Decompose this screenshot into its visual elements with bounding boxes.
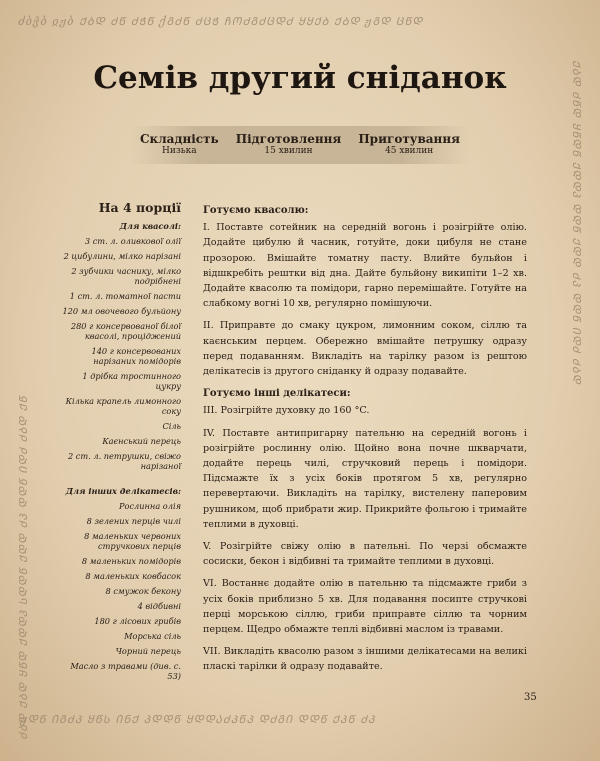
ingredient-item: Чорний перець xyxy=(115,646,181,656)
ingredient-item: Кілька крапель лимонного соку xyxy=(65,396,181,416)
stat-cook xyxy=(358,126,460,164)
method-step: I. Поставте сотейник на середній вогонь і розігрійте олію. Додайте цибулю й часник, готуйте, доки цибуля не стане прозорою. Вмішайте томатну пасту. Влийте бульйон і відшкребіть рештки від дна. Дайте бульйону википіти 1–2 хв. Додайте квасолю та помідори, гарно перемішайте. Готуйте на слабкому вогні 10 хв, регулярно помішуючи. xyxy=(203,222,527,310)
method-steps-beans xyxy=(203,220,527,379)
method-step: VII. Викладіть квасолю разом з іншими делікатесами на великі пласкі тарілки й одразу подавайте. xyxy=(203,646,527,673)
stat-value: 45 хвилин xyxy=(385,146,434,156)
decorative-runes-right: ᲥᲑᲓ ᲫᲬᲓ ᲧᲬᲓᲬ ᲥᲓᲓᲞ ᲓᲓᲬ ᲥᲓᲓ ᲫᲞ ᲓᲓᲬ ᲘᲓᲫ ᲫᲑᲓ xyxy=(570,60,583,385)
ingredient-item: 8 смужок бекону xyxy=(105,586,181,596)
stat-label: Приготування xyxy=(358,132,460,146)
ingredient-item: 280 г консервованої білої квасолі, проціджений xyxy=(70,321,181,341)
ingredient-item: 4 відбивні xyxy=(137,601,181,611)
ingredient-group-title: Для квасолі: xyxy=(119,221,181,231)
ingredient-item: 180 г лісових грибів xyxy=(94,616,181,626)
ingredient-list-other xyxy=(55,501,181,681)
ingredient-item: 1 ст. л. томатної пасти xyxy=(69,291,181,301)
stat-prep xyxy=(236,126,342,164)
decorative-runes-bottom: ჟᲓᲬ ᲘᲒᲫᲞ ᲧᲬᲡ ᲘᲜᲥ ᲞᲓᲓᲬ ᲧᲓᲓᲐᲫᲞᲬᲞ ᲓᲫᲒᲘ ᲓᲓᲬ ᲥᲞᲬ ᲫᲞ xyxy=(20,713,376,726)
ingredient-item: 2 цибулини, мілко нарізані xyxy=(63,251,181,261)
recipe-stats xyxy=(130,126,470,164)
ingredient-item: Каєнський перець xyxy=(102,436,181,446)
stat-value: 15 хвилин xyxy=(264,146,313,156)
servings: На 4 порції xyxy=(98,200,181,215)
stat-label: Складність xyxy=(140,132,219,146)
decorative-runes-left: ᲫᲑᲓ ᲥᲑᲓ ᲧᲬᲓ ᲥᲓᲓᲞ ᲡᲓᲓᲬ ᲥᲓᲓ ᲫᲞ ᲓᲓᲬ ᲘᲓᲫ ᲫᲑᲓ ᲥᲬ xyxy=(17,395,30,740)
method-step: II. Приправте до смаку цукром, лимонним соком, сіллю та каєнським перцем. Обережно вмішайте петрушку одразу перед подаванням. Викладіть на тарілку разом із рештою делікатесів із другого сніданку й одразу подавайте. xyxy=(203,320,527,378)
ingredient-item: 8 маленьких помідорів xyxy=(81,556,181,566)
ingredient-list-beans xyxy=(55,236,181,471)
ingredients-sidebar xyxy=(55,200,181,686)
method xyxy=(203,203,527,682)
method-section-title: Готуємо інші делікатеси: xyxy=(203,388,351,400)
ingredient-group-title: Для інших делікатесів: xyxy=(65,486,181,496)
ingredient-item: 8 маленьких ковбасок xyxy=(85,571,181,581)
ingredient-item: 140 г консервованих нарізаних помідорів xyxy=(91,346,181,366)
stat-difficulty xyxy=(140,126,219,164)
method-steps-other xyxy=(203,403,527,674)
page-number: 35 xyxy=(524,692,537,703)
ingredient-item: 2 зубчики часнику, мілко подрібнені xyxy=(71,266,181,286)
method-step: IV. Поставте антипригарну пательню на середній вогонь і розігрійте рослинну олію. Щойно вона почне шкварчати, додайте перець чилі, стручковий перець і помідори. Підсмажте їх з усіх боків протягом 5 хв, регулярно перевертаючи. Викладіть на тарілку, вистелену паперовим рушником, щоб прибрати жир. Прикрийте фольгою і тримайте теплими в духовці. xyxy=(203,427,527,530)
ingredient-item: 3 ст. л. оливкової олії xyxy=(84,236,181,246)
ingredient-item: Рослинна олія xyxy=(119,501,181,511)
method-step: III. Розігрійте духовку до 160 °C. xyxy=(203,405,370,417)
ingredient-item: Масло з травами (див. с. 53) xyxy=(70,661,181,681)
method-step: VI. Востаннє додайте олію в пательню та підсмажте гриби з усіх боків приблизно 5 хв. Для подавання посипте стручкові перці морською сіллю, гриби приправте сіллю та чорним перцем. Щедро обмажте теплі відбивні маслом із травами. xyxy=(203,578,527,636)
ingredient-item: Морська сіль xyxy=(124,631,181,641)
ingredient-item: 8 маленьких червоних стручкових перців xyxy=(84,531,181,551)
stat-label: Підготовлення xyxy=(235,132,342,146)
ingredient-item: 2 ст. л. петрушки, свіжо нарізаної xyxy=(68,451,181,471)
ingredient-item: 120 мл овочевого бульйону xyxy=(62,306,181,316)
ingredient-item: 8 зелених перців чилі xyxy=(86,516,181,526)
method-section-title: Готуємо квасолю: xyxy=(203,205,309,216)
decorative-runes-top: ძბჭბ ჲჟბ ᲥᲑᲓ ᲫᲬ ᲫᲭᲬ ქᲒᲫᲬ ᲫᲪᲭ ᲩᲝᲫᲒᲫᲪᲓᲫ ᲧᲧᲥᲑ ᲥᲑᲓ ჟᲒᲓ ᲪᲬᲓ xyxy=(18,15,424,28)
stat-value: Низька xyxy=(162,146,197,156)
method-step: V. Розігрійте свіжу олію в пательні. По черзі обсмажте сосиски, бекон і відбивні та тримайте теплими в духовці. xyxy=(203,541,527,568)
ingredient-item: Сіль xyxy=(162,421,181,431)
ingredient-item: 1 дрібка тростинного цукру xyxy=(82,371,181,391)
recipe-title: Семів другий сніданок xyxy=(93,60,507,96)
